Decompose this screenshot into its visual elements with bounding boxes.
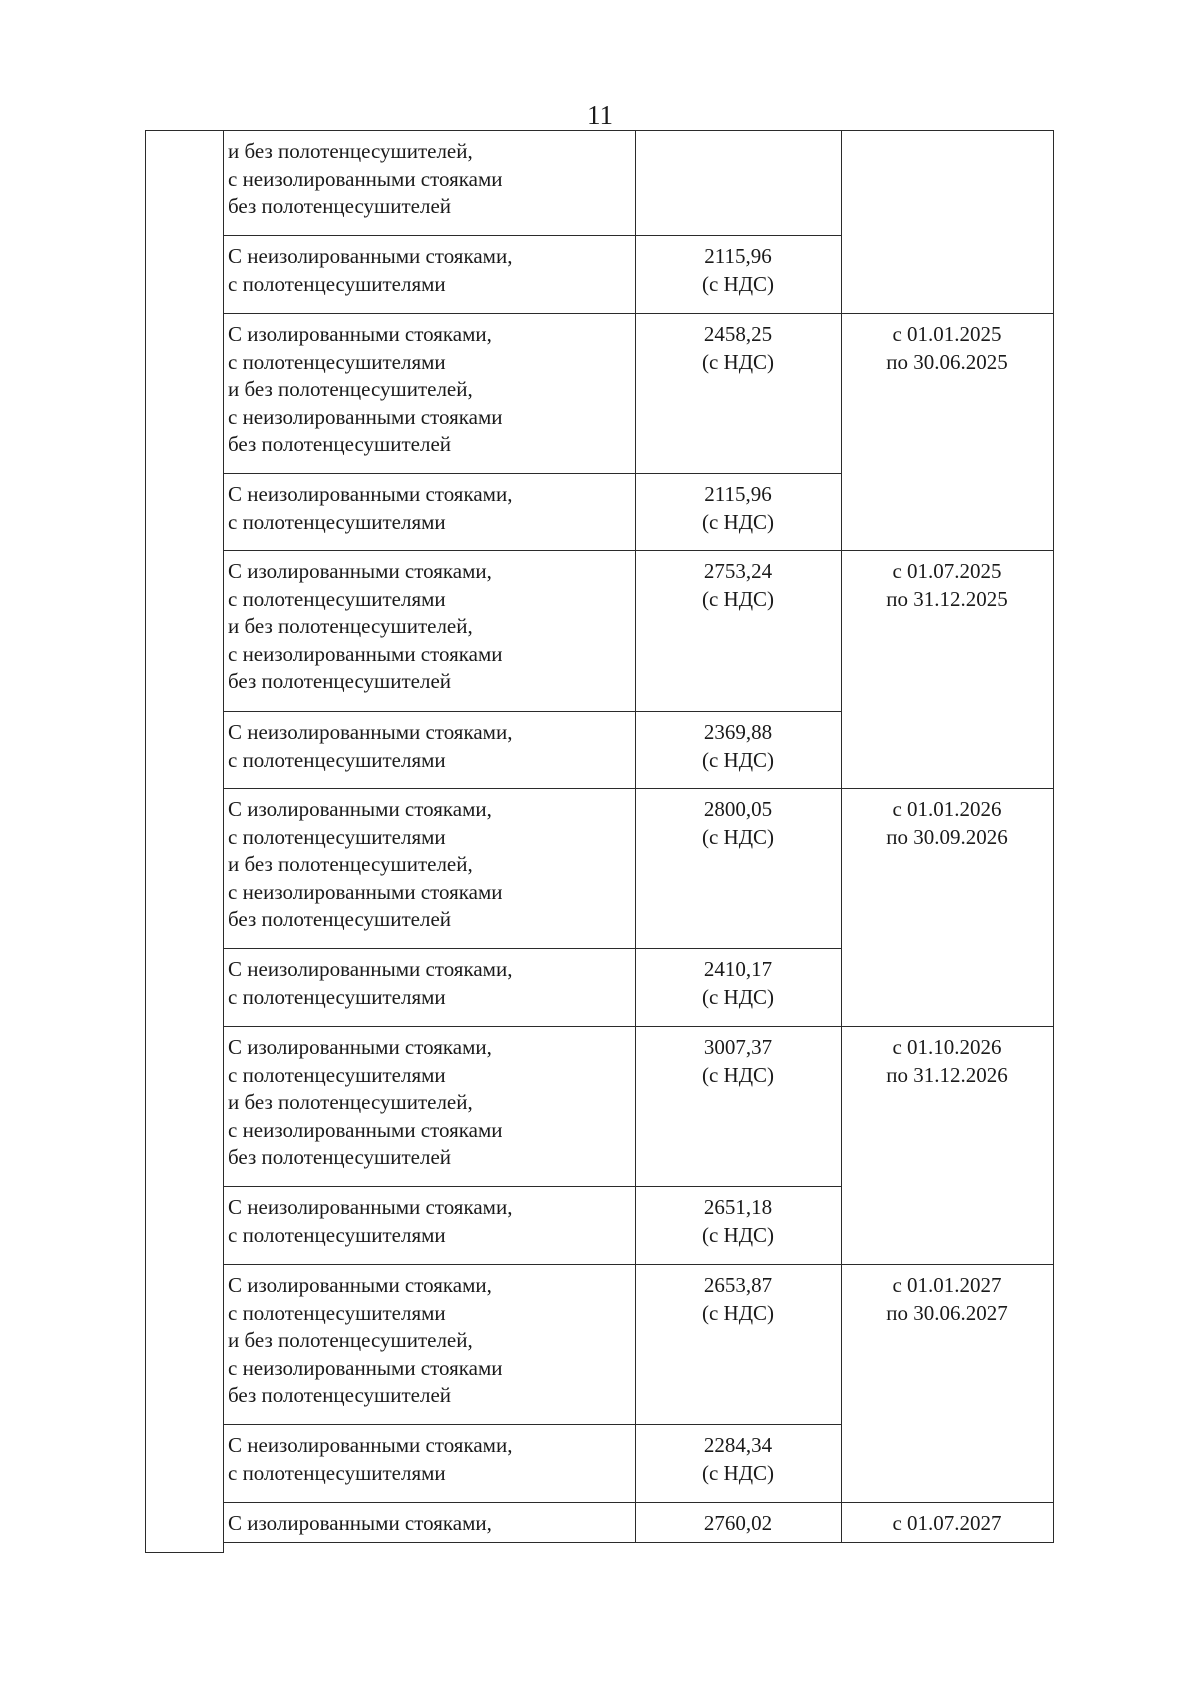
row-description (228, 138, 503, 221)
description-line: с полотенцесушителями (228, 509, 446, 534)
description-line: С изолированными стояками, (228, 322, 492, 346)
description-line: С изолированными стояками, (228, 1511, 492, 1535)
table-rule (841, 313, 1053, 314)
table-rule (1053, 130, 1054, 1542)
table-rule (841, 1264, 1053, 1265)
page-number: 11 (587, 100, 613, 130)
price-value: 2369,88 (703, 720, 773, 744)
tariff-table (145, 130, 1057, 1552)
description-line: С изолированными стояками, (228, 1035, 492, 1059)
row-price (635, 1432, 841, 1487)
price-value: 2410,17 (703, 957, 773, 981)
description-line: с полотенцесушителями (228, 984, 446, 1009)
description-line: с полотенцесушителями (228, 1460, 446, 1485)
price-value: 2651,18 (703, 1195, 773, 1219)
price-value: 2115,96 (704, 482, 772, 506)
description-line: и без полотенцесушителей, (228, 377, 473, 401)
price-value: 2753,24 (703, 559, 773, 583)
table-rule (223, 313, 841, 314)
table-rule (223, 1026, 841, 1027)
row-description (228, 1194, 512, 1249)
description-line: с неизолированными стояками (228, 166, 503, 191)
description-line: С изолированными стояками, (228, 797, 492, 821)
description-line: с полотенцесушителями (228, 1300, 446, 1325)
period-end: по 31.12.2025 (886, 586, 1008, 611)
description-line: с полотенцесушителями (228, 1222, 446, 1247)
table-rule (223, 1424, 841, 1425)
table-rule (841, 788, 1053, 789)
row-description (228, 1272, 503, 1410)
description-line: и без полотенцесушителей, (228, 139, 473, 163)
row-price (635, 719, 841, 774)
vat-note: (с НДС) (701, 984, 775, 1009)
row-price (635, 558, 841, 613)
price-value: 3007,37 (703, 1035, 773, 1059)
row-description (228, 558, 503, 696)
row-price (635, 481, 841, 536)
price-value: 2115,96 (704, 244, 772, 268)
price-value: 2800,05 (703, 797, 773, 821)
table-rule (223, 948, 841, 949)
table-rule (145, 1552, 224, 1553)
period-range (841, 1272, 1053, 1327)
price-value: 2653,87 (703, 1273, 773, 1297)
description-line: С изолированными стояками, (228, 1273, 492, 1297)
row-price (635, 1034, 841, 1089)
description-line: без полотенцесушителей (228, 194, 452, 218)
description-line: С изолированными стояками, (228, 559, 492, 583)
table-rule (223, 130, 224, 1552)
row-price (635, 1272, 841, 1327)
period-end: по 30.06.2027 (886, 1300, 1008, 1325)
table-rule (223, 1186, 841, 1187)
period-start: с 01.07.2027 (892, 1511, 1002, 1535)
table-rule (145, 130, 146, 1552)
table-rule (223, 235, 841, 236)
description-line: С неизолированными стояками, (228, 1433, 513, 1457)
description-line: с полотенцесушителями (228, 824, 446, 849)
table-rule (223, 550, 841, 551)
vat-note: (с НДС) (701, 1222, 775, 1247)
description-line: с неизолированными стояками (228, 1117, 503, 1142)
description-line: и без полотенцесушителей, (228, 614, 473, 638)
row-price (635, 796, 841, 851)
vat-note: (с НДС) (701, 586, 775, 611)
description-line: без полотенцесушителей (228, 1383, 452, 1407)
description-line: без полотенцесушителей (228, 907, 452, 931)
table-rule (223, 711, 841, 712)
table-rule (223, 1542, 1054, 1543)
table-rule (223, 1264, 841, 1265)
description-line: с полотенцесушителями (228, 349, 446, 374)
vat-note: (с НДС) (701, 349, 775, 374)
description-line: с неизолированными стояками (228, 879, 503, 904)
description-line: с полотенцесушителями (228, 1062, 446, 1087)
description-line: с неизолированными стояками (228, 641, 503, 666)
vat-note: (с НДС) (701, 824, 775, 849)
price-value: 2458,25 (703, 322, 773, 346)
period-start: с 01.10.2026 (892, 1035, 1002, 1059)
period-end: по 30.06.2025 (886, 349, 1008, 374)
row-description (228, 956, 512, 1011)
period-start: с 01.01.2026 (892, 797, 1002, 821)
row-description (228, 1034, 503, 1172)
description-line: С неизолированными стояками, (228, 482, 513, 506)
description-line: без полотенцесушителей (228, 669, 452, 693)
vat-note: (с НДС) (701, 509, 775, 534)
period-end: по 30.09.2026 (886, 824, 1008, 849)
row-price (635, 956, 841, 1011)
table-rule (223, 788, 841, 789)
period-range (841, 1034, 1053, 1089)
description-line: без полотенцесушителей (228, 432, 452, 456)
description-line: и без полотенцесушителей, (228, 1090, 473, 1114)
row-price (635, 321, 841, 376)
period-range (841, 1510, 1053, 1538)
vat-note: (с НДС) (701, 1460, 775, 1485)
vat-note: (с НДС) (701, 747, 775, 772)
period-range (841, 321, 1053, 376)
description-line: с неизолированными стояками (228, 1355, 503, 1380)
description-line: с полотенцесушителями (228, 747, 446, 772)
price-value: 2760,02 (703, 1511, 773, 1535)
description-line: и без полотенцесушителей, (228, 852, 473, 876)
price-value: 2284,34 (703, 1433, 773, 1457)
description-line: С неизолированными стояками, (228, 957, 513, 981)
period-range (841, 558, 1053, 613)
period-start: с 01.07.2025 (892, 559, 1002, 583)
row-price (635, 1510, 841, 1538)
row-description (228, 1432, 512, 1487)
period-start: с 01.01.2025 (892, 322, 1002, 346)
period-end: по 31.12.2026 (886, 1062, 1008, 1087)
row-description (228, 719, 512, 774)
table-rule (841, 550, 1053, 551)
description-line: С неизолированными стояками, (228, 720, 513, 744)
row-description (228, 243, 512, 298)
vat-note: (с НДС) (701, 271, 775, 296)
row-price (635, 1194, 841, 1249)
table-rule (841, 1026, 1053, 1027)
table-rule (145, 130, 1054, 131)
table-rule (841, 1502, 1053, 1503)
row-description (228, 481, 512, 536)
description-line: с полотенцесушителями (228, 586, 446, 611)
description-line: С неизолированными стояками, (228, 1195, 513, 1219)
period-range (841, 796, 1053, 851)
description-line: без полотенцесушителей (228, 1145, 452, 1169)
description-line: С неизолированными стояками, (228, 244, 513, 268)
table-rule (223, 1502, 841, 1503)
row-price (635, 243, 841, 298)
description-line: с неизолированными стояками (228, 404, 503, 429)
description-line: и без полотенцесушителей, (228, 1328, 473, 1352)
vat-note: (с НДС) (701, 1300, 775, 1325)
description-line: с полотенцесушителями (228, 271, 446, 296)
row-description (228, 796, 503, 934)
vat-note: (с НДС) (701, 1062, 775, 1087)
row-description (228, 1510, 492, 1538)
table-rule (223, 473, 841, 474)
period-start: с 01.01.2027 (892, 1273, 1002, 1297)
row-description (228, 321, 503, 459)
